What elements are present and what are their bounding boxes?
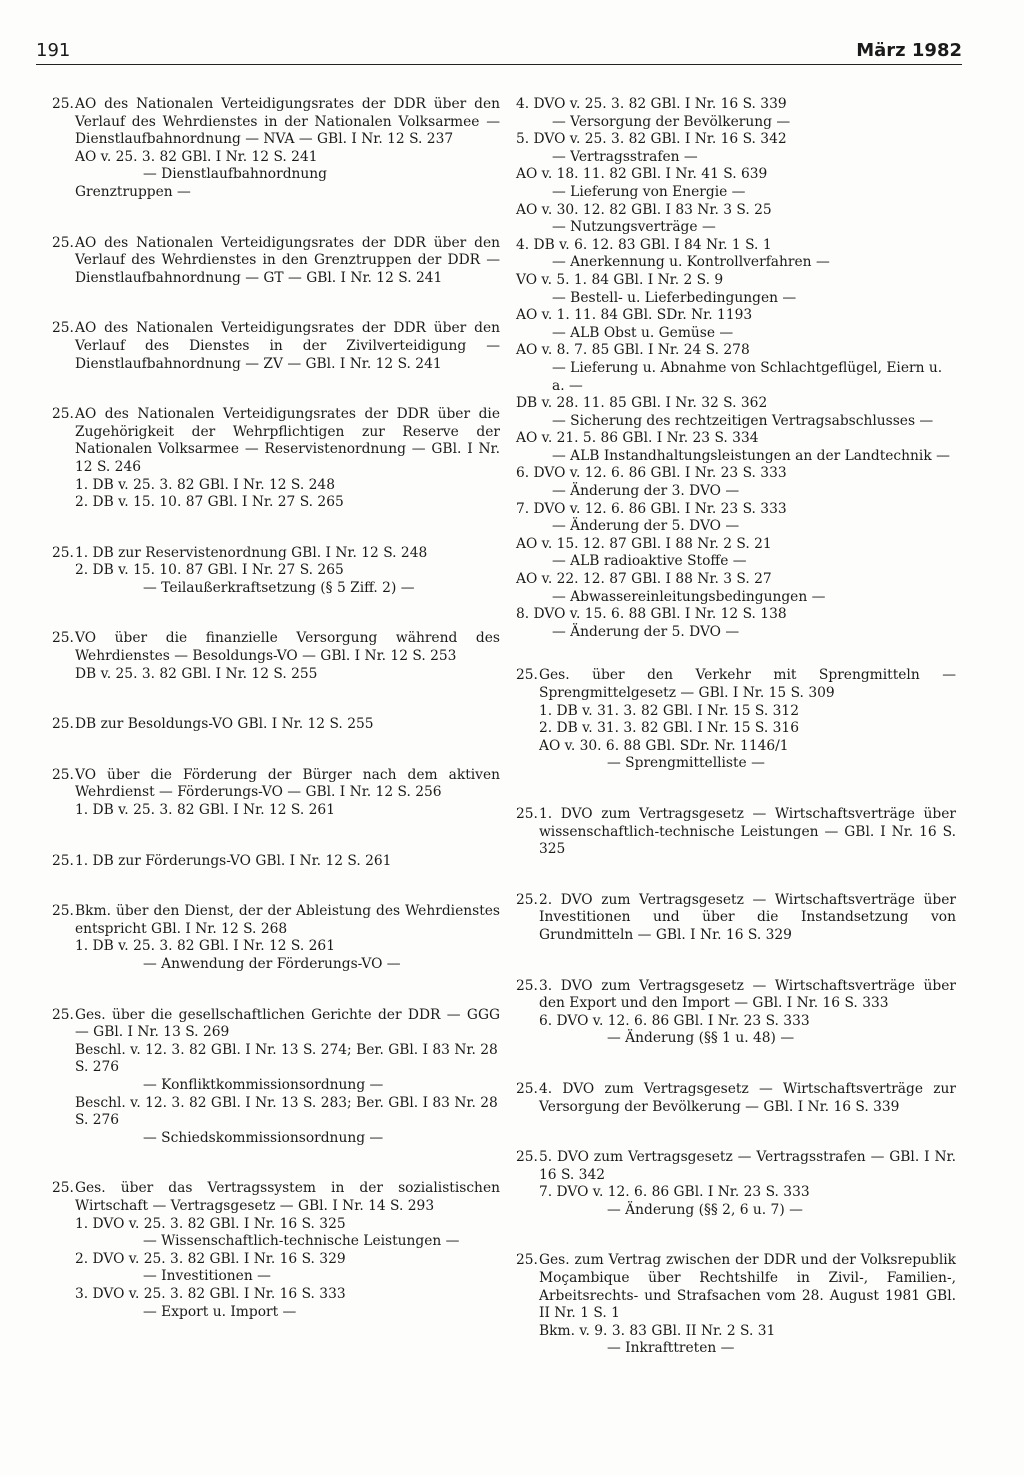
amendment-caption: — Lieferung von Energie —: [552, 183, 746, 200]
entry-number: 25.: [52, 96, 74, 112]
entry-number: 25.: [516, 1080, 538, 1097]
entry-title: Ges. über das Vertragssystem in der sozialistischen Wirtschaft — Vertragsgesetz — GBl. I Nr. 14 S. 293: [75, 1180, 500, 1214]
entry-title: 2. DVO zum Vertragsgesetz — Wirtschaftsverträge über Investitionen und über die Instandsetzung von Grundmitteln — GBl. I Nr. 16 S. 329: [539, 891, 956, 943]
entry-reference: — Änderung (§§ 2, 6 u. 7) —: [607, 1201, 803, 1218]
entry-reference: — Teilaußerkraftsetzung (§ 5 Ziff. 2) —: [143, 579, 415, 596]
index-entry: [52, 320, 500, 373]
entry-title: DB zur Besoldungs-VO GBl. I Nr. 12 S. 255: [75, 716, 374, 733]
entry-number: 25.: [52, 406, 74, 423]
issue-date: März 1982: [856, 40, 962, 61]
amendment-reference: AO v. 30. 12. 82 GBl. I 83 Nr. 3 S. 25: [516, 201, 772, 218]
amendment-reference: 4. DVO v. 25. 3. 82 GBl. I Nr. 16 S. 339: [516, 96, 787, 112]
amendment-reference: AO v. 1. 11. 84 GBl. SDr. Nr. 1193: [516, 307, 753, 324]
entry-number: 25.: [516, 667, 538, 684]
entry-reference: 1. DB v. 25. 3. 82 GBl. I Nr. 12 S. 261: [75, 938, 335, 955]
entry-reference: 2. DB v. 15. 10. 87 GBl. I Nr. 27 S. 265: [75, 562, 344, 579]
amendment-reference: AO v. 18. 11. 82 GBl. I Nr. 41 S. 639: [516, 166, 768, 183]
amendment-reference: 5. DVO v. 25. 3. 82 GBl. I Nr. 16 S. 342: [516, 131, 787, 148]
amendment-caption: — Bestell- u. Lieferbedingungen —: [552, 289, 797, 306]
entry-number: 25.: [52, 716, 74, 733]
index-entry: [516, 1149, 956, 1219]
entry-reference: — Änderung (§§ 1 u. 48) —: [607, 1030, 795, 1047]
entry-number: 25.: [52, 234, 74, 251]
entry-reference: Grenztruppen —: [75, 183, 191, 200]
index-entry: [52, 545, 500, 598]
entry-number: 25.: [52, 903, 74, 920]
entry-number: 25.: [52, 1180, 74, 1197]
entry-title: Ges. über den Verkehr mit Sprengmitteln — Sprengmittelgesetz — GBl. I Nr. 15 S. 309: [539, 667, 956, 701]
amendment-reference: DB v. 28. 11. 85 GBl. I Nr. 32 S. 362: [516, 395, 768, 412]
right-column: [516, 96, 956, 1391]
continuation-list: [516, 96, 956, 641]
entry-reference: 7. DVO v. 12. 6. 86 GBl. I Nr. 23 S. 333: [539, 1184, 810, 1201]
page-header: [36, 32, 962, 66]
amendment-caption: — Lieferung u. Abnahme von Schlachtgeflügel, Eiern u. a. —: [552, 359, 943, 394]
amendment-caption: — Änderung der 5. DVO —: [552, 518, 740, 535]
amendment-caption: — Anerkennung u. Kontrollverfahren —: [552, 254, 830, 271]
amendment-reference: 7. DVO v. 12. 6. 86 GBl. I Nr. 23 S. 333: [516, 500, 787, 517]
entry-number: 25.: [52, 544, 74, 561]
entry-reference: 1. DVO v. 25. 3. 82 GBl. I Nr. 16 S. 325: [75, 1215, 346, 1232]
entry-reference: 2. DVO v. 25. 3. 82 GBl. I Nr. 16 S. 329: [75, 1250, 346, 1267]
entry-reference: Beschl. v. 12. 3. 82 GBl. I Nr. 13 S. 283; Ber. GBl. I 83 Nr. 28 S. 276: [75, 1094, 498, 1129]
index-entry: [52, 406, 500, 512]
index-entry: [52, 767, 500, 820]
index-entry: [52, 1180, 500, 1321]
index-entry: [52, 716, 500, 734]
amendment-caption: — Änderung der 5. DVO —: [552, 623, 740, 640]
entry-reference: — Investitionen —: [143, 1268, 271, 1285]
entry-number: 25.: [516, 805, 538, 822]
entry-title: Ges. zum Vertrag zwischen der DDR und der Volksrepublik Moçambique über Rechtshilfe in Zivil-, Familien-, Arbeitsrechts- und Strafsachen vom 28. August 1981 GBl. II Nr. 1 S. 1: [539, 1252, 956, 1322]
index-entry: [516, 978, 956, 1048]
entry-title: AO des Nationalen Verteidigungsrates der DDR über den Verlauf des Wehrdienstes in der Nationalen Volksarmee — Dienstlaufbahnordnung — NVA — GBl. I Nr. 12 S. 237: [75, 96, 500, 148]
entry-reference: 6. DVO v. 12. 6. 86 GBl. I Nr. 23 S. 333: [539, 1012, 810, 1029]
entry-number: 25.: [52, 630, 74, 647]
index-entry: [516, 1081, 956, 1116]
entry-reference: — Schiedskommissionsordnung —: [143, 1129, 384, 1146]
entry-title: 3. DVO zum Vertragsgesetz — Wirtschaftsverträge über den Export und den Import — GBl. I Nr. 16 S. 333: [539, 977, 956, 1012]
index-entry: [516, 667, 956, 773]
amendment-reference: 4. DB v. 6. 12. 83 GBl. I 84 Nr. 1 S. 1: [516, 236, 772, 253]
index-entry: [52, 630, 500, 683]
entry-reference: — Export u. Import —: [143, 1303, 297, 1320]
entry-number: 25.: [52, 766, 74, 783]
entry-reference: Beschl. v. 12. 3. 82 GBl. I Nr. 13 S. 274; Ber. GBl. I 83 Nr. 28 S. 276: [75, 1041, 498, 1076]
entry-reference: — Dienstlaufbahnordnung: [143, 166, 328, 183]
amendment-caption: — Sicherung des rechtzeitigen Vertragsabschlusses —: [552, 412, 934, 429]
entry-reference: — Wissenschaftlich-technische Leistungen —: [143, 1233, 460, 1250]
entry-reference: 2. DB v. 15. 10. 87 GBl. I Nr. 27 S. 265: [75, 494, 344, 511]
entry-reference: — Konfliktkommissionsordnung —: [143, 1076, 384, 1093]
entry-reference: AO v. 25. 3. 82 GBl. I Nr. 12 S. 241: [75, 148, 318, 165]
amendment-reference: AO v. 22. 12. 87 GBl. I 88 Nr. 3 S. 27: [516, 571, 772, 588]
entry-reference: 3. DVO v. 25. 3. 82 GBl. I Nr. 16 S. 333: [75, 1285, 346, 1302]
entry-title: AO des Nationalen Verteidigungsrates der DDR über den Verlauf des Dienstes in der Zivilverteidigung — Dienstlaufbahnordnung — ZV — GBl. I Nr. 12 S. 241: [75, 320, 500, 372]
entry-title: 1. DB zur Reservistenordnung GBl. I Nr. 12 S. 248: [75, 544, 428, 561]
index-entry: [52, 96, 500, 202]
entry-reference: AO v. 30. 6. 88 GBl. SDr. Nr. 1146/1: [539, 737, 789, 754]
amendment-caption: — ALB radioaktive Stoffe —: [552, 553, 747, 570]
amendment-caption: — Änderung der 3. DVO —: [552, 483, 740, 500]
entry-number: 25.: [52, 852, 74, 869]
entry-title: AO des Nationalen Verteidigungsrates der DDR über den Verlauf des Wehrdienstes in den Grenztruppen der DDR — Dienstlaufbahnordnung — GT — GBl. I Nr. 12 S. 241: [75, 234, 500, 286]
entry-reference: 1. DB v. 25. 3. 82 GBl. I Nr. 12 S. 261: [75, 802, 335, 819]
entry-title: Ges. über die gesellschaftlichen Gerichte der DDR — GGG — GBl. I Nr. 13 S. 269: [75, 1006, 500, 1041]
amendment-reference: AO v. 8. 7. 85 GBl. I Nr. 24 S. 278: [516, 342, 750, 359]
index-entry: [516, 806, 956, 859]
entry-reference: Bkm. v. 9. 3. 83 GBl. II Nr. 2 S. 31: [539, 1322, 776, 1339]
entry-reference: — Inkrafttreten —: [607, 1340, 735, 1357]
index-entry: [52, 235, 500, 288]
index-entry: [52, 1007, 500, 1148]
left-column: [52, 96, 500, 1354]
page-number: 191: [36, 40, 71, 61]
entry-number: 25.: [52, 320, 74, 337]
index-entry: [52, 903, 500, 973]
entry-reference: 1. DB v. 31. 3. 82 GBl. I Nr. 15 S. 312: [539, 702, 799, 719]
right-entries: [516, 667, 956, 1358]
entry-title: VO über die Förderung der Bürger nach dem aktiven Wehrdienst — Förderungs-VO — GBl. I Nr. 12 S. 256: [75, 766, 500, 801]
amendment-reference: 8. DVO v. 15. 6. 88 GBl. I Nr. 12 S. 138: [516, 606, 787, 623]
entry-reference: 1. DB v. 25. 3. 82 GBl. I Nr. 12 S. 248: [75, 476, 335, 493]
entry-reference: DB v. 25. 3. 82 GBl. I Nr. 12 S. 255: [75, 665, 318, 682]
amendment-caption: — Versorgung der Bevölkerung —: [552, 113, 791, 130]
entry-title: Bkm. über den Dienst, der der Ableistung des Wehrdienstes entspricht GBl. I Nr. 12 S. 268: [75, 903, 500, 937]
amendment-caption: — Abwassereinleitungsbedingungen —: [552, 588, 826, 605]
entry-reference: — Anwendung der Förderungs-VO —: [143, 956, 401, 972]
amendment-reference: 6. DVO v. 12. 6. 86 GBl. I Nr. 23 S. 333: [516, 465, 787, 482]
index-entry: [516, 892, 956, 945]
amendment-reference: VO v. 5. 1. 84 GBl. I Nr. 2 S. 9: [516, 271, 724, 288]
index-entry: [52, 853, 500, 871]
entry-title: 1. DB zur Förderungs-VO GBl. I Nr. 12 S. 261: [75, 852, 392, 869]
amendment-reference: AO v. 15. 12. 87 GBl. I 88 Nr. 2 S. 21: [516, 535, 772, 552]
amendment-caption: — Nutzungsverträge —: [552, 219, 716, 236]
amendment-caption: — ALB Obst u. Gemüse —: [552, 324, 734, 341]
entry-title: 5. DVO zum Vertragsgesetz — Vertragsstrafen — GBl. I Nr. 16 S. 342: [539, 1149, 956, 1183]
entry-title: AO des Nationalen Verteidigungsrates der DDR über die Zugehörigkeit der Wehrpflichtigen zur Reserve der Nationalen Volksarmee — Reservistenordnung — GBl. I Nr. 12 S. 246: [75, 406, 500, 475]
entry-title: 4. DVO zum Vertragsgesetz — Wirtschaftsverträge zur Versorgung der Bevölkerung — GBl. I Nr. 16 S. 339: [539, 1080, 956, 1115]
entry-number: 25.: [516, 1252, 538, 1269]
entry-number: 25.: [52, 1006, 74, 1023]
entry-number: 25.: [516, 891, 538, 908]
entry-title: VO über die finanzielle Versorgung während des Wehrdienstes — Besoldungs-VO — GBl. I Nr. 12 S. 253: [75, 630, 500, 665]
entry-reference: — Sprengmittelliste —: [607, 755, 765, 772]
entry-title: 1. DVO zum Vertragsgesetz — Wirtschaftsverträge über wissenschaftlich-technische Leistungen — GBl. I Nr. 16 S. 325: [539, 805, 956, 858]
entry-reference: 2. DB v. 31. 3. 82 GBl. I Nr. 15 S. 316: [539, 720, 799, 737]
amendment-caption: — ALB Instandhaltungsleistungen an der Landtechnik —: [552, 447, 950, 464]
header-rule: [36, 64, 962, 65]
amendment-reference: AO v. 21. 5. 86 GBl. I Nr. 23 S. 334: [516, 430, 759, 447]
amendment-caption: — Vertragsstrafen —: [552, 148, 698, 165]
index-entry: [516, 1252, 956, 1358]
entry-number: 25.: [516, 1149, 538, 1166]
entry-number: 25.: [516, 977, 538, 994]
